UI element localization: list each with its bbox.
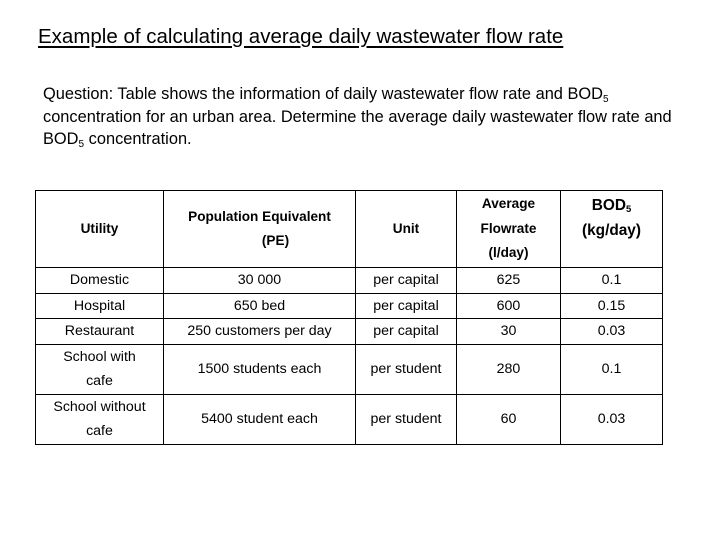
table-row [36,319,663,345]
question-subscript-1: 5 [603,94,609,105]
table-row [36,344,663,394]
cell-bod: 0.15 [561,293,663,319]
cell-flow: 60 [457,394,561,444]
header-bod-unit: (kg/day) [581,221,641,239]
header-flow-line-2: Flowrate [480,220,537,236]
table-row [36,394,663,444]
table-row [36,268,663,294]
header-population-equivalent [164,191,356,268]
cell-bod: 0.03 [561,394,663,444]
header-bod-label [564,194,659,219]
cell-utility [36,344,164,394]
header-utility: Utility [36,191,164,268]
cell-bod: 0.1 [561,268,663,294]
cell-pe: 5400 student each [164,394,356,444]
cell-bod: 0.03 [561,319,663,345]
cell-unit: per student [356,394,457,444]
cell-unit: per capital [356,268,457,294]
cell-flow: 30 [457,319,561,345]
header-pe-line-2: (PE) [261,233,290,248]
header-flow-line-3: (l/day) [488,245,529,261]
cell-utility: Hospital [36,293,164,319]
header-bod5 [561,191,663,268]
question-part-2: concentration for an urban area. Determine the average daily wastewater flow rate and BOD [43,107,672,148]
table-header-row [36,191,663,268]
header-bod-subscript: 5 [625,204,632,215]
question-part-1: Question: Table shows the information of daily wastewater flow rate and BOD [43,85,603,103]
cell-utility-line-2: cafe [86,423,113,439]
cell-unit: per capital [356,319,457,345]
cell-pe: 30 000 [164,268,356,294]
cell-utility-line-1: School without [53,398,146,415]
cell-utility [36,394,164,444]
question-text [43,83,683,151]
cell-unit: per student [356,344,457,394]
cell-unit: per capital [356,293,457,319]
cell-utility: Restaurant [36,319,164,345]
header-pe-line-1: Population Equivalent [188,208,331,224]
table-row [36,293,663,319]
cell-flow: 600 [457,293,561,319]
cell-flow: 280 [457,344,561,394]
cell-pe: 250 customers per day [164,319,356,345]
header-flow-line-1: Average [481,196,536,212]
question-part-3: concentration. [84,130,192,148]
wastewater-table [35,190,663,445]
slide-title: Example of calculating average daily wastewater flow rate [38,25,564,48]
cell-flow: 625 [457,268,561,294]
header-bod-main: BOD [591,197,626,214]
cell-utility: Domestic [36,268,164,294]
header-unit: Unit [356,191,457,268]
cell-utility-line-1: School with [63,348,136,365]
cell-pe: 650 bed [164,293,356,319]
cell-pe: 1500 students each [164,344,356,394]
cell-bod: 0.1 [561,344,663,394]
question-subscript-2: 5 [78,139,85,150]
cell-utility-line-2: cafe [86,373,113,389]
header-average-flowrate [457,191,561,268]
